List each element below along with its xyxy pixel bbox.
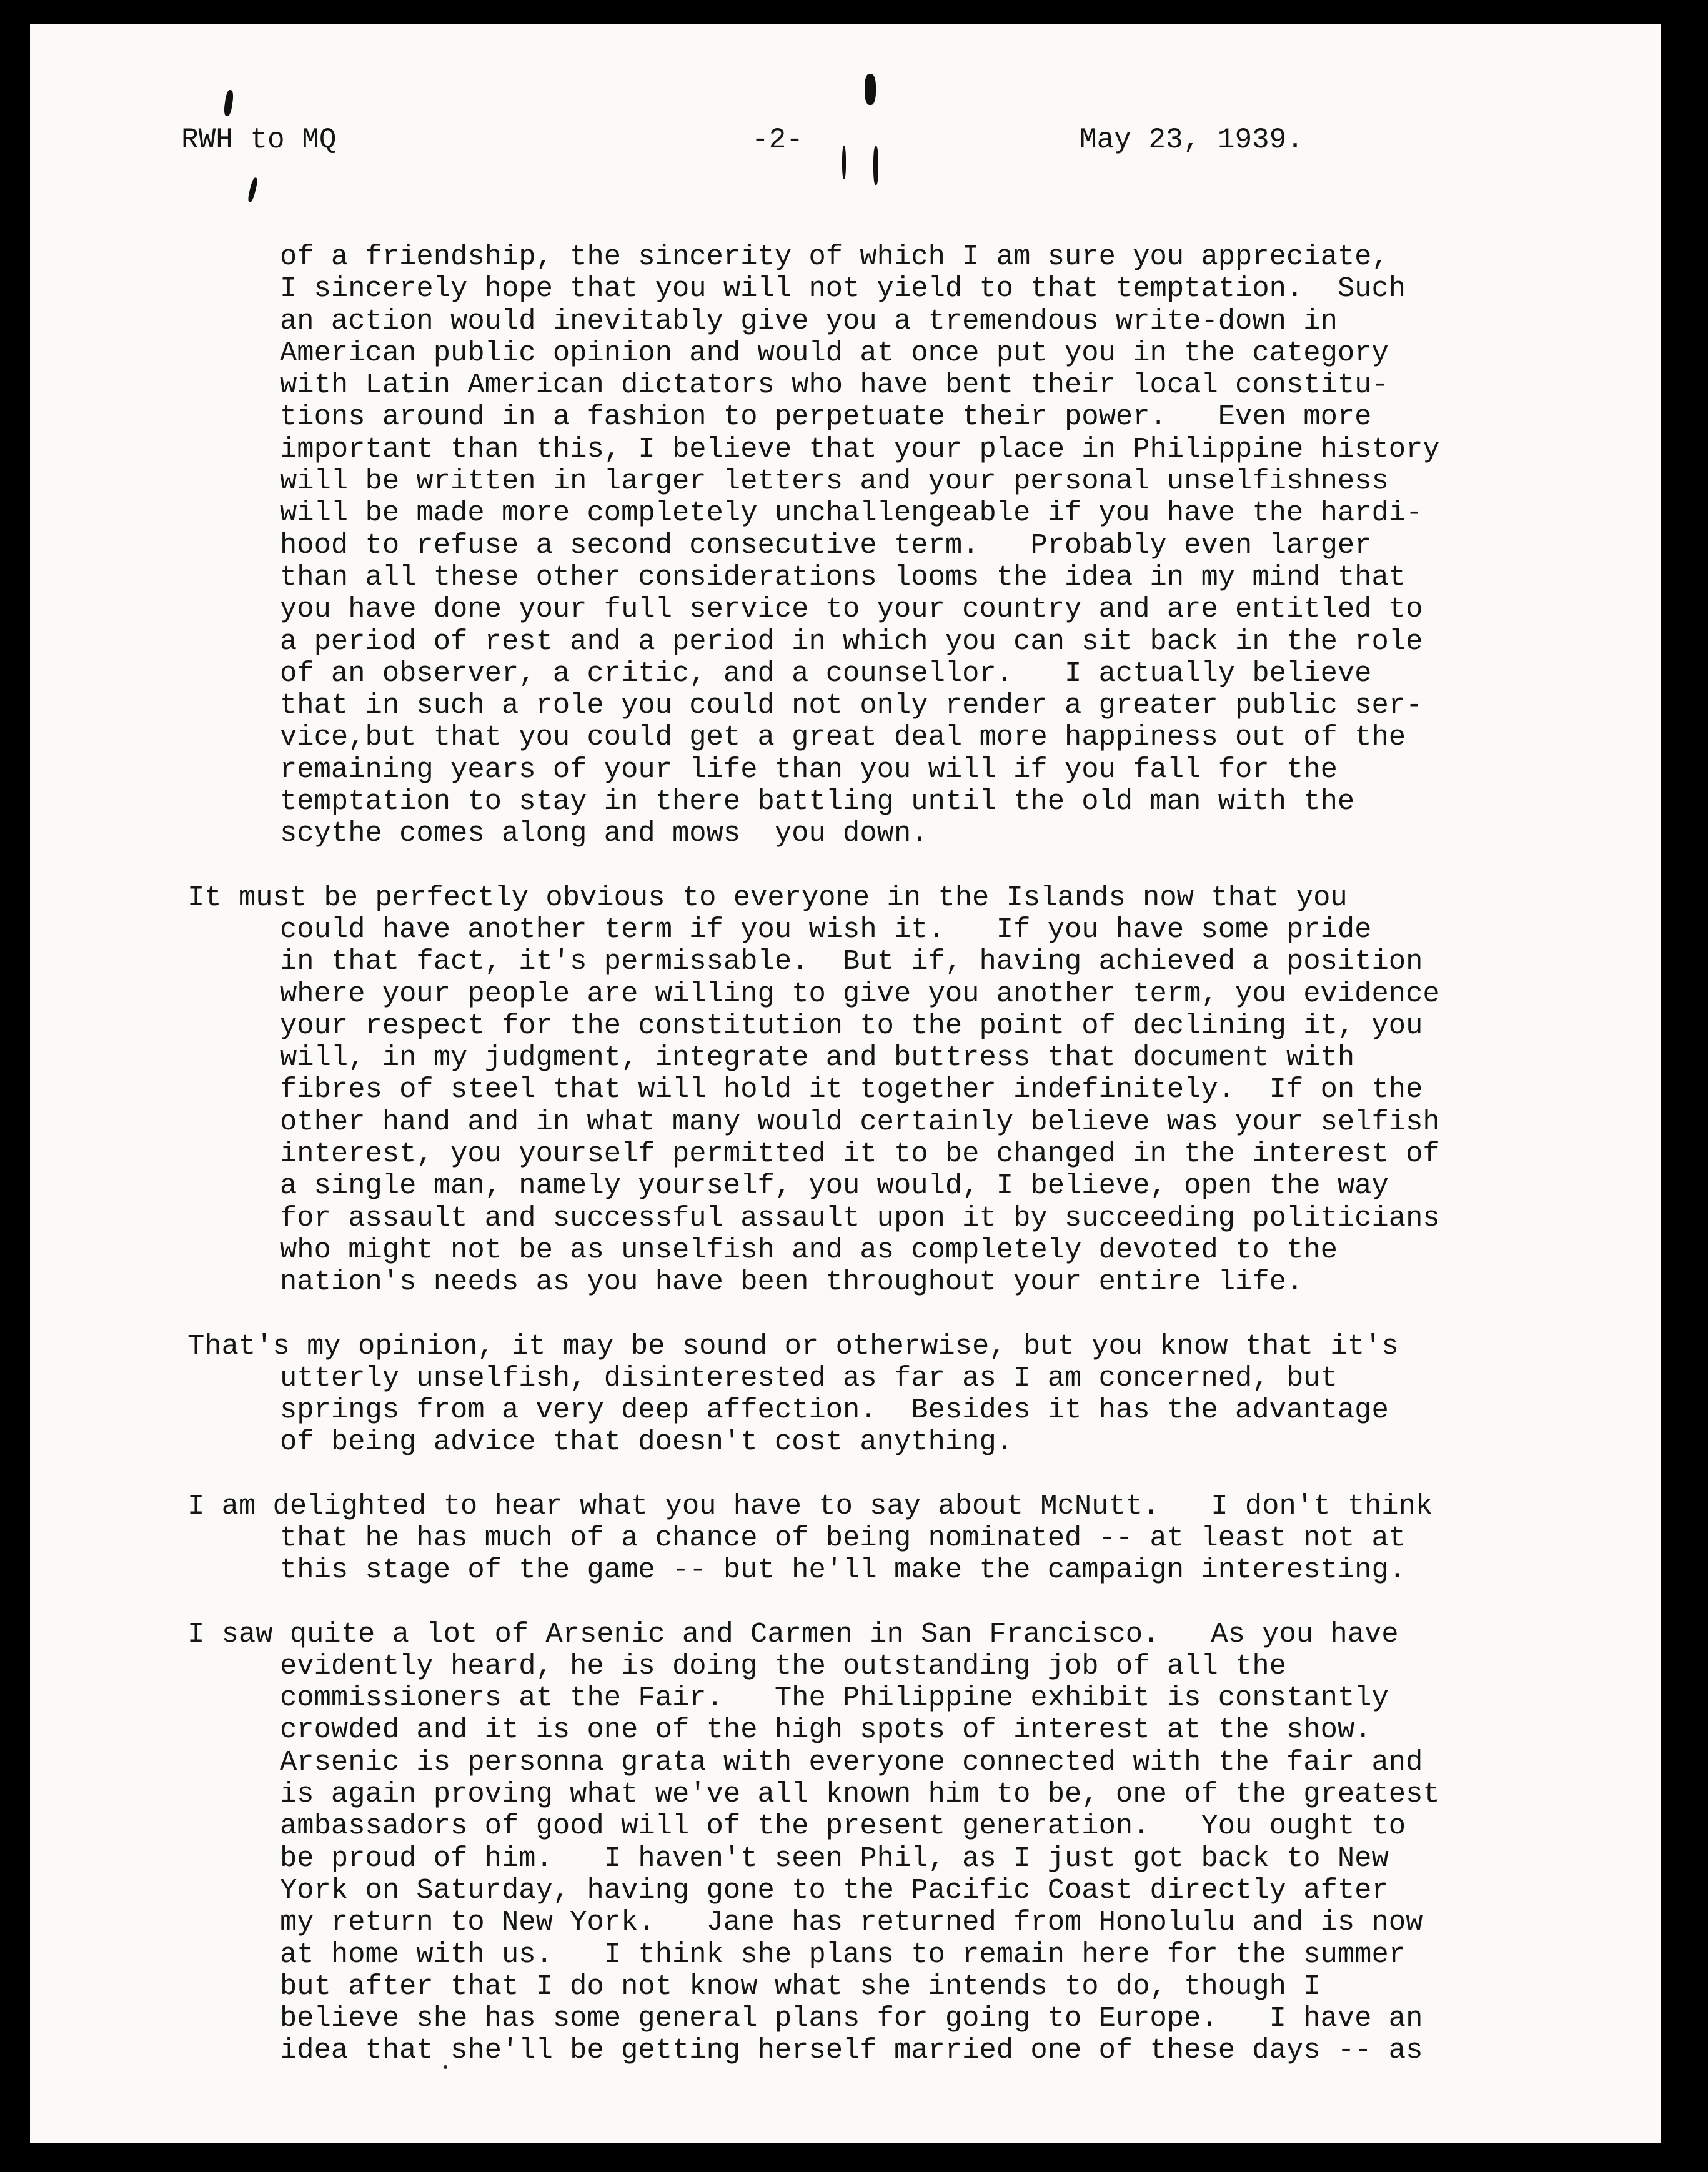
text-line: in that fact, it's permissable. But if, having achieved a position: [280, 945, 1423, 978]
text-line: nation's needs as you have been throughout your entire life.: [280, 1266, 1304, 1299]
text-line-first: That's my opinion, it may be sound or otherwise, but you know that it's: [187, 1329, 1399, 1362]
text-line: but after that I do not know what she intends to do, though I: [280, 1970, 1321, 2003]
text-line: will be written in larger letters and your personal unselfishness: [280, 465, 1389, 498]
text-line: important than this, I believe that your place in Philippine history: [280, 432, 1440, 465]
text-line: hood to refuse a second consecutive term. Probably even larger: [280, 528, 1372, 562]
paragraph-spacer: [187, 1459, 1624, 1490]
text-line: an action would inevitably give you a tremendous write-down in: [280, 304, 1338, 337]
text-line: of an observer, a critic, and a counsellor. I actually believe: [280, 657, 1372, 690]
text-line: utterly unselfish, disinterested as far as I am concerned, but: [280, 1361, 1338, 1394]
text-line: be proud of him. I haven't seen Phil, as I just got back to New: [280, 1842, 1389, 1875]
text-line: that he has much of a chance of being nominated -- at least not at: [280, 1521, 1406, 1554]
text-line: interest, you yourself permitted it to be changed in the interest of: [280, 1138, 1440, 1171]
paragraph: [187, 1619, 1624, 2067]
text-line: a period of rest and a period in which you can sit back in the role: [280, 625, 1423, 658]
paragraph: [187, 1331, 1624, 1459]
text-line: this stage of the game -- but he'll make the campaign interesting.: [280, 1554, 1406, 1587]
ink-blot-mark: [842, 146, 846, 179]
text-line: vice,but that you could get a great deal more happiness out of the: [280, 721, 1406, 754]
paragraph-spacer: [187, 1299, 1624, 1331]
text-line: of a friendship, the sincerity of which I am sure you appreciate,: [280, 241, 1389, 273]
text-line: commissioners at the Fair. The Philippine exhibit is constantly: [280, 1682, 1389, 1715]
paragraph-spacer: [187, 850, 1624, 882]
text-line: is again proving what we've all known him to be, one of the greatest: [280, 1778, 1440, 1811]
text-line: where your people are willing to give you another term, you evidence: [280, 977, 1440, 1010]
paragraph: [187, 241, 1624, 850]
text-line: temptation to stay in there battling until the old man with the: [280, 785, 1355, 818]
text-line: a single man, namely yourself, you would, I believe, open the way: [280, 1169, 1389, 1203]
text-line: idea that she'll be getting herself married one of these days -- as: [280, 2034, 1423, 2067]
text-line-first: It must be perfectly obvious to everyone in the Islands now that you: [187, 881, 1348, 914]
paragraph-spacer: [187, 1587, 1624, 1619]
paragraph: [187, 1490, 1624, 1587]
text-line: York on Saturday, having gone to the Pacific Coast directly after: [280, 1873, 1389, 1907]
text-line: fibres of steel that will hold it together indefinitely. If on the: [280, 1073, 1423, 1106]
letter-body: [187, 241, 1624, 2067]
text-line: evidently heard, he is doing the outstanding job of all the: [280, 1649, 1286, 1682]
text-line: my return to New York. Jane has returned from Honolulu and is now: [280, 1906, 1423, 1939]
text-line-first: I am delighted to hear what you have to say about McNutt. I don't think: [187, 1489, 1433, 1522]
ink-blot-mark: [873, 146, 878, 185]
ink-blot-mark: [247, 177, 258, 203]
text-line: remaining years of your life than you will if you fall for the: [280, 753, 1338, 786]
text-line: your respect for the constitution to the point of declining it, you: [280, 1009, 1423, 1042]
text-line: will be made more completely unchallengeable if you have the hardi-: [280, 497, 1423, 530]
text-line: Arsenic is personna grata with everyone connected with the fair and: [280, 1745, 1423, 1778]
text-line-first: I saw quite a lot of Arsenic and Carmen in San Francisco. As you have: [187, 1617, 1399, 1650]
text-line: other hand and in what many would certainly believe was your selfish: [280, 1105, 1440, 1138]
text-line: American public opinion and would at once put you in the category: [280, 336, 1389, 369]
text-line: you have done your full service to your country and are entitled to: [280, 593, 1423, 626]
ink-blot-mark: [223, 89, 234, 116]
text-line: scythe comes along and mows you down.: [280, 817, 928, 850]
paragraph: [187, 882, 1624, 1299]
text-line: for assault and successful assault upon it by succeeding politicians: [280, 1201, 1440, 1234]
text-line: with Latin American dictators who have bent their local constitu-: [280, 369, 1389, 402]
header-correspondents: RWH to MQ: [181, 124, 337, 156]
text-line: tions around in a fashion to perpetuate their power. Even more: [280, 400, 1372, 434]
text-line: believe she has some general plans for going to Europe. I have an: [280, 2002, 1423, 2035]
text-line: that in such a role you could not only render a greater public ser-: [280, 689, 1423, 722]
text-line: of being advice that doesn't cost anything.: [280, 1426, 1014, 1459]
text-line: springs from a very deep affection. Besides it has the advantage: [280, 1394, 1389, 1427]
text-line: I sincerely hope that you will not yield to that temptation. Such: [280, 272, 1406, 305]
text-line: at home with us. I think she plans to remain here for the summer: [280, 1938, 1406, 1971]
text-line: could have another term if you wish it. If you have some pride: [280, 913, 1372, 946]
text-line: than all these other considerations looms the idea in my mind that: [280, 560, 1406, 593]
letter-date: May 23, 1939.: [1080, 124, 1304, 156]
page-number: -2-: [752, 124, 803, 156]
text-line: ambassadors of good will of the present generation. You ought to: [280, 1810, 1406, 1843]
text-line: who might not be as unselfish and as completely devoted to the: [280, 1233, 1338, 1266]
text-line: will, in my judgment, integrate and buttress that document with: [280, 1041, 1355, 1074]
ink-blot-mark: [865, 74, 876, 105]
document-page: [30, 24, 1661, 2143]
text-line: crowded and it is one of the high spots of interest at the show.: [280, 1713, 1372, 1747]
